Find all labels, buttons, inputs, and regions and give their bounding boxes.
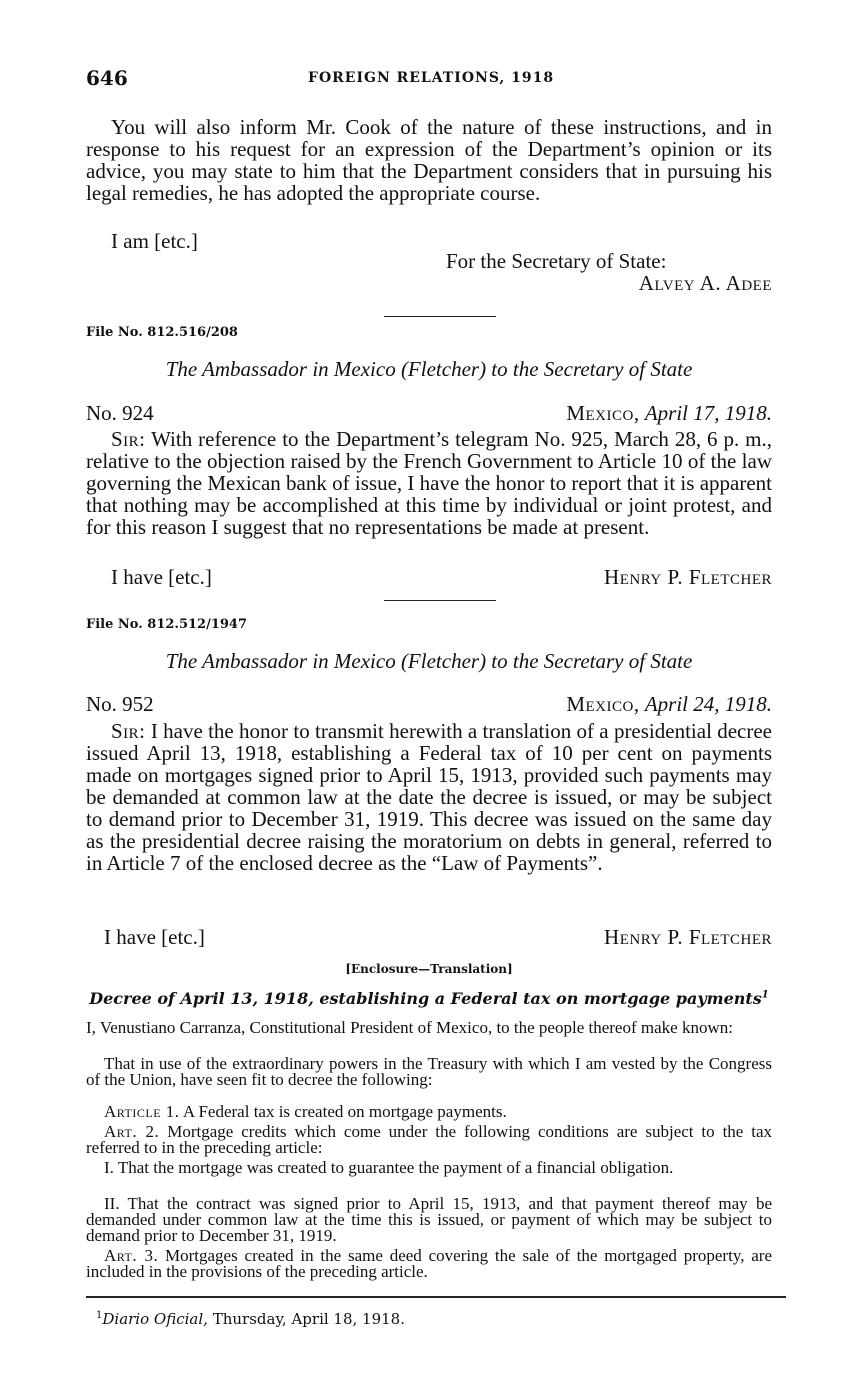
file-number: File No. 812.516/208 bbox=[86, 325, 238, 340]
article-2-item-1: I. That the mortgage was created to guarantee the payment of a financial obligation. bbox=[104, 1158, 674, 1177]
letter-paragraph: You will also inform Mr. Cook of the nature of these instructions, and in response to his request for an expression of the Department’s opinion or its advice, you may state to him that the Department considers that in pursuing his legal remedies, he has adopted the appropriate course. bbox=[86, 115, 772, 205]
section-divider bbox=[384, 316, 496, 317]
decree-paragraph: That in use of the extraordinary powers in the Treasury with which I am vested by the Congress of the Union, have seen fit to decree the following: bbox=[86, 1054, 772, 1089]
decree-preamble: I, Venustiano Carranza, Constitutional President of Mexico, to the people thereof make known: bbox=[86, 1018, 733, 1037]
article-1: Article 1. A Federal tax is created on mortgage payments. bbox=[104, 1102, 507, 1121]
decree-title: Decree of April 13, 1918, establishing a Federal tax on mortgage payments$^1$ bbox=[89, 989, 769, 1008]
footnote: $^1$Diario Oficial, Thursday, April 18, 1918. bbox=[96, 1310, 405, 1328]
closing-row bbox=[86, 926, 772, 948]
signer-name: Henry P. Fletcher bbox=[604, 925, 772, 949]
closing: I have [etc.] bbox=[111, 565, 212, 589]
footnote-marker: 1 bbox=[761, 989, 769, 1001]
dispatch-body: Sir: With reference to the Department’s telegram No. 925, March 28, 6 p. m., relative to the objection raised by the French Government to Article 10 of the law governing the Mexican bank of issue, I have the honor to report that it is apparent that nothing may be accomplished at this time by individual or joint protest, and for this reason I suggest that no representations be made at present. bbox=[86, 427, 772, 539]
running-header bbox=[86, 66, 772, 94]
signer-name: Alvey A. Adee bbox=[638, 271, 772, 295]
article-2: Art. 2. Mortgage credits which come under the following conditions are subject to the tax referred to in the preceding article: bbox=[86, 1122, 773, 1157]
file-number: File No. 812.512/1947 bbox=[86, 617, 248, 632]
running-title: FOREIGN RELATIONS, 1918 bbox=[308, 70, 555, 86]
dispatch-body: Sir: I have the honor to transmit herewith a translation of a presidential decree issued April 13, 1918, establishing a Federal tax of 10 per cent on payments made on mortgages signed prior to April 15, 1913, provided such payments may be demanded at common law at the date the decree is issued, or may be subject to demand prior to December 31, 1919. This decree was issued on the same day as the presidential decree raising the moratorium on debts in general, referred to in Article 7 of the enclosed decree as the “Law of Payments”. bbox=[86, 719, 772, 875]
article-3: Art. 3. Mortgages created in the same deed covering the sale of the mortgaged property, are included in the provisions of the preceding article. bbox=[86, 1246, 773, 1281]
closing: I have [etc.] bbox=[104, 925, 205, 949]
dateline bbox=[86, 402, 772, 424]
document-title: The Ambassador in Mexico (Fletcher) to the Secretary of State bbox=[165, 357, 693, 381]
dispatch-number: No. 924 bbox=[86, 401, 154, 425]
section-divider bbox=[384, 600, 496, 601]
dispatch-date: Mexico, April 24, 1918. bbox=[566, 692, 772, 716]
page-number: 646 bbox=[86, 66, 128, 90]
dispatch-date: Mexico, April 17, 1918. bbox=[566, 401, 772, 425]
salutation: Sir: bbox=[111, 719, 146, 743]
enclosure-label: [Enclosure—Translation] bbox=[345, 962, 513, 976]
footnote-rule bbox=[86, 1296, 786, 1298]
signer-name: Henry P. Fletcher bbox=[604, 565, 772, 589]
closing-row bbox=[86, 566, 772, 588]
article-2-item-2: II. That the contract was signed prior to April 15, 1913, and that payment thereof may be demanded under common law at the time this is issued, or payment of which may be subject to demand prior to December 31, 1919. bbox=[86, 1194, 772, 1245]
document-title: The Ambassador in Mexico (Fletcher) to the Secretary of State bbox=[165, 649, 693, 673]
dispatch-number: No. 952 bbox=[86, 692, 154, 716]
letter-closing: I am [etc.] bbox=[111, 229, 198, 253]
signature-line: For the Secretary of State: bbox=[446, 249, 667, 273]
dateline bbox=[86, 693, 772, 715]
salutation: Sir: bbox=[111, 427, 146, 451]
